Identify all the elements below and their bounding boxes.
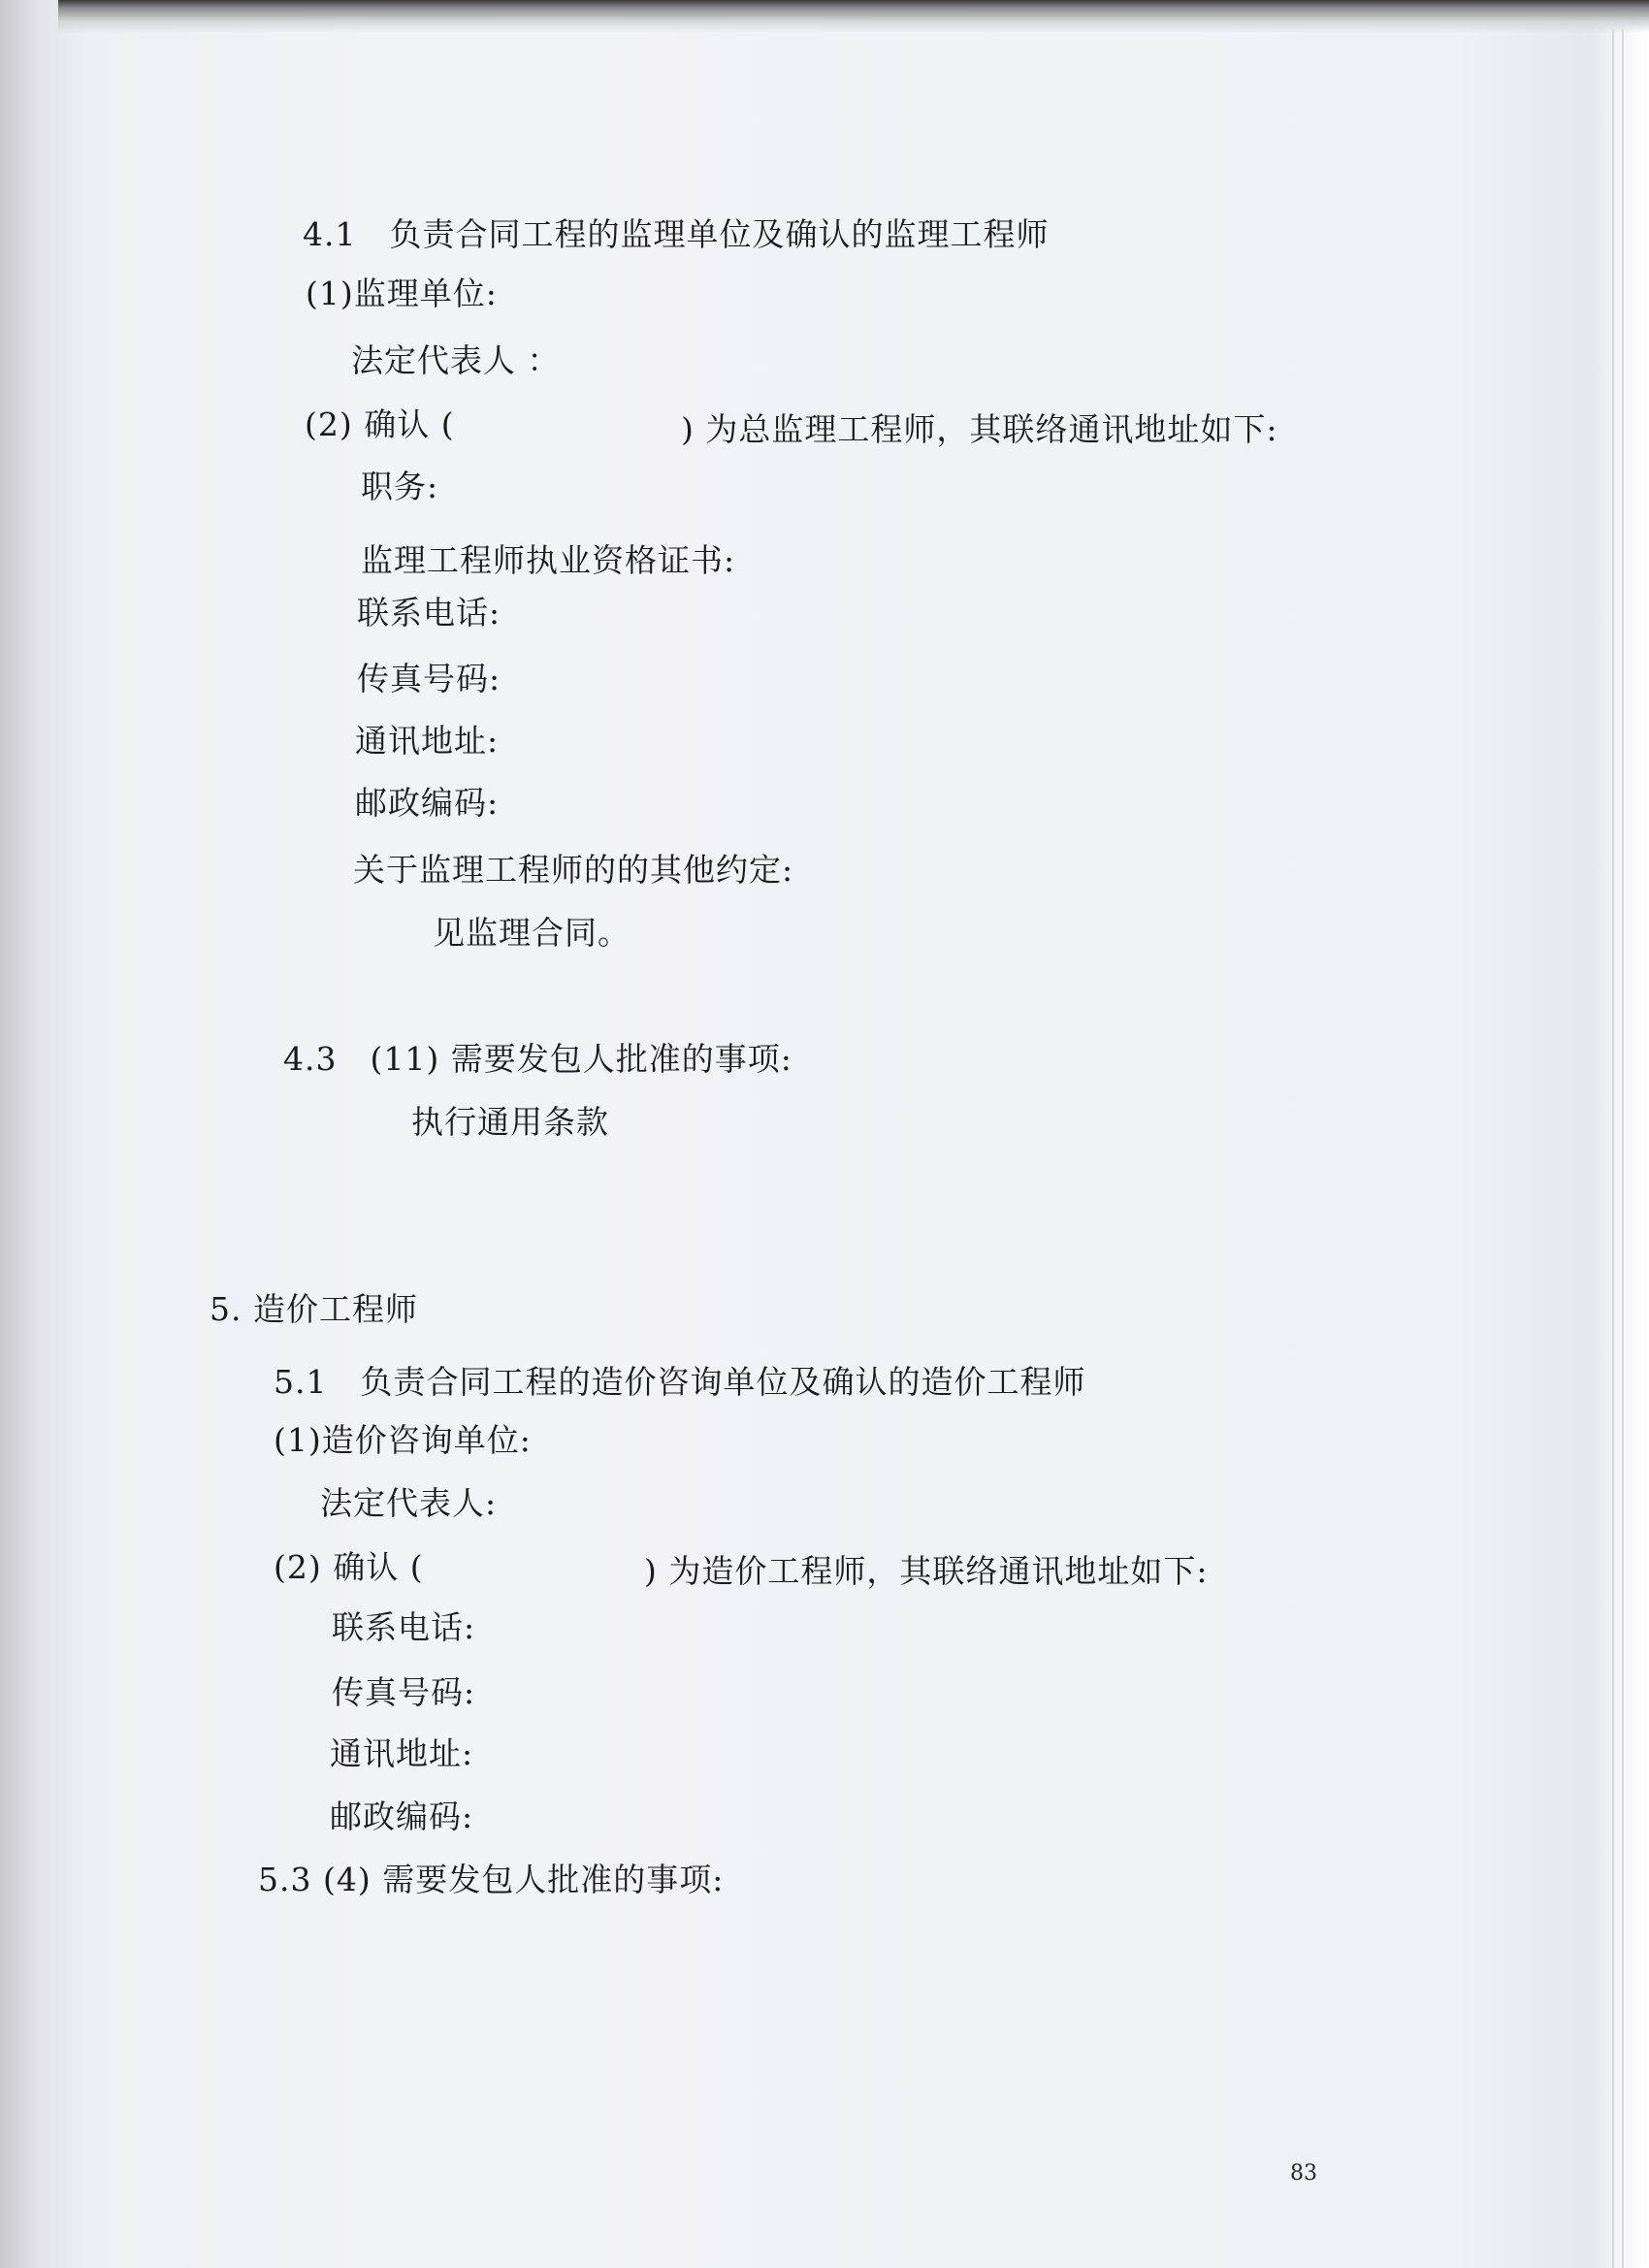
general-terms-text: 执行通用条款	[411, 1103, 609, 1141]
section-5-title: 5. 造价工程师	[210, 1290, 418, 1328]
heading-4-3: 4.3 (11) 需要发包人批准的事项:	[283, 1040, 792, 1078]
legal-representative-label: 法定代表人 ：	[351, 341, 561, 379]
scan-top-shadow	[58, 0, 1649, 33]
supervision-unit-label: (1)监理单位:	[306, 275, 498, 312]
cost-phone-label: 联系电话:	[332, 1608, 476, 1646]
heading-4-1: 4.1 负责合同工程的监理单位及确认的监理工程师	[303, 215, 1050, 253]
cost-address-label: 通讯地址:	[330, 1734, 474, 1772]
consult-unit-label: (1)造价咨询单位:	[274, 1421, 532, 1459]
phone-label: 联系电话:	[357, 594, 501, 632]
cost-legal-representative-label: 法定代表人:	[320, 1484, 498, 1522]
page-stack-edge	[1612, 29, 1614, 2268]
page-stack-edge	[1622, 29, 1624, 2268]
position-label: 职务:	[361, 468, 439, 505]
heading-5-1: 5.1 负责合同工程的造价咨询单位及确认的造价工程师	[274, 1363, 1086, 1401]
cost-fax-label: 传真号码:	[332, 1673, 476, 1711]
confirm-chief-engineer-right: ) 为总监理工程师，其联络通讯地址如下:	[681, 410, 1278, 448]
confirm-cost-engineer-right: ) 为造价工程师，其联络通讯地址如下:	[644, 1552, 1209, 1590]
certificate-label: 监理工程师执业资格证书:	[361, 541, 736, 579]
cost-postcode-label: 邮政编码:	[330, 1798, 474, 1835]
confirm-cost-engineer-left: (2) 确认 (	[274, 1548, 424, 1586]
see-contract-text: 见监理合同。	[433, 914, 630, 952]
page-number: 83	[1290, 2161, 1317, 2186]
postcode-label: 邮政编码:	[355, 784, 500, 822]
other-agreement-label: 关于监理工程师的的其他约定:	[353, 851, 794, 889]
confirm-chief-engineer-left: (2) 确认 (	[305, 405, 455, 443]
heading-5-3: 5.3 (4) 需要发包人批准的事项:	[258, 1861, 725, 1898]
address-label: 通讯地址:	[355, 722, 500, 760]
fax-label: 传真号码:	[357, 660, 501, 697]
